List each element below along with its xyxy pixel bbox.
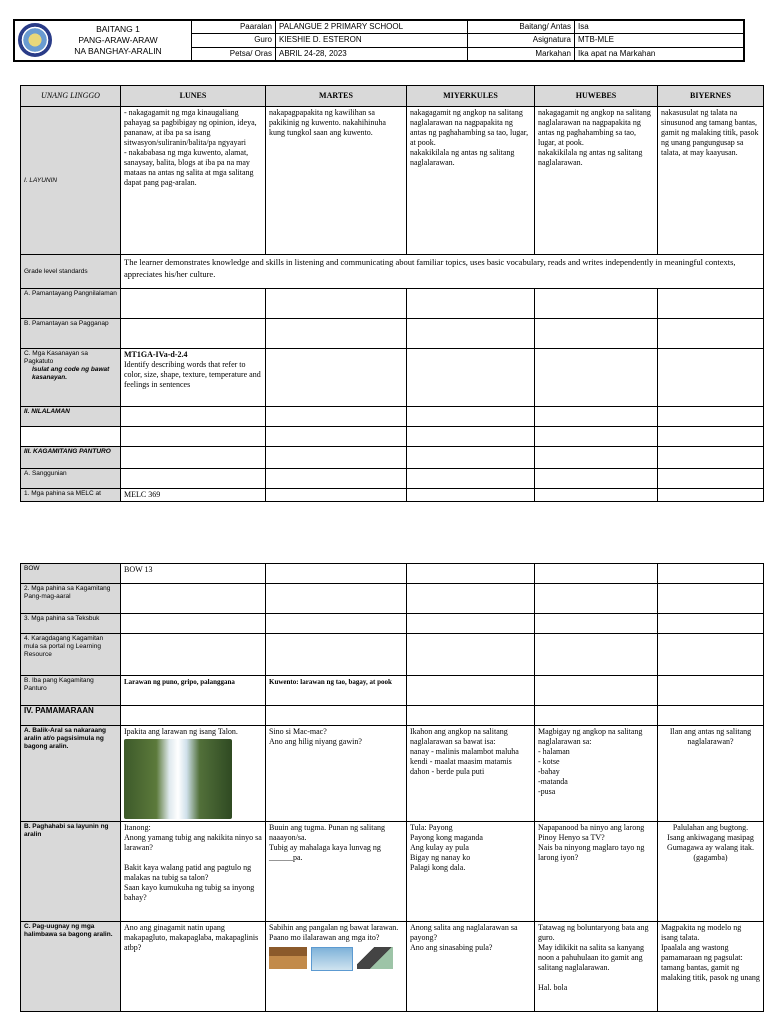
kasanayan-lunes: MT1GA-IVa-d-2.4 Identify describing words that refer to color, size, shape, texture, temperature and feelings in sentences bbox=[121, 349, 266, 407]
row-label-layunin: I. LAYUNIN bbox=[21, 107, 121, 255]
paghahabi-lunes: Itanong: Anong yamang tubig ang nakikita ninyo sa larawan? Bakit kaya walang patid ang pagtulo ng malakas na tubig sa talon? Saan kayo kumukuha ng tubig sa inyong bahay? bbox=[121, 822, 266, 922]
paghahabi-martes: Buuin ang tugma. Punan ng salitang naaayon/sa. Tubig ay mahalaga kaya lunvag ng ______pa. bbox=[266, 822, 407, 922]
header-table bbox=[14, 20, 744, 61]
label-asignatura: Asignatura bbox=[468, 34, 575, 47]
row-label-grade-standards: Grade level standards bbox=[21, 255, 121, 289]
melc-value: MELC 369 bbox=[121, 489, 266, 502]
iba-martes: Kuwento: larawan ng tao, bagay, at pook bbox=[266, 676, 407, 706]
value-paaralan: PALANGUE 2 PRIMARY SCHOOL bbox=[276, 21, 468, 34]
col-header-lunes: LUNES bbox=[121, 86, 266, 107]
waterfall-image bbox=[124, 739, 232, 819]
iba-lunes: Larawan ng puno, gripo, palanggana bbox=[121, 676, 266, 706]
value-petsa: ABRIL 24-28, 2023 bbox=[276, 47, 468, 60]
place-image bbox=[311, 947, 353, 971]
label-baitang: Baitang/ Antas bbox=[468, 21, 575, 34]
layunin-miyerkules: nakagagamit ng angkop na salitang naglalarawan na nagpapakita ng antas ng paghahambing sa tao, lugar, at pook. nakakikilala ng antas ng salitang naglalarawan. bbox=[407, 107, 535, 255]
row-label-iba-pang-kagamitan: B. Iba pang Kagamitang Panturo bbox=[21, 676, 121, 706]
row-label-karagdagang-kagamitan: 4. Karagdagang Kagamitan mula sa portal ng Learning Resource bbox=[21, 634, 121, 676]
row-label-pamamaraan: IV. PAMAMARAAN bbox=[21, 706, 121, 726]
header-box bbox=[13, 19, 745, 62]
label-paaralan: Paaralan bbox=[192, 21, 276, 34]
kasanayan-instruction: Isulat ang code ng bawat kasanayan. bbox=[32, 366, 110, 381]
row-label-melc: 1. Mga pahina sa MELC at bbox=[21, 489, 121, 502]
balik-miyerkules: Ikahon ang angkop na salitang naglalarawan sa bawat isa: nanay - malinis malambot maluha kendi - maalat maasim matamis dahon - berde pula puti bbox=[407, 726, 535, 822]
balik-lunes: Ipakita ang larawan ng isang Talon. bbox=[121, 726, 266, 822]
object-image bbox=[357, 947, 393, 969]
col-header-huwebes: HUWEBES bbox=[535, 86, 658, 107]
row-label-paghahabi: B. Paghahabi sa layunin ng aralin bbox=[21, 822, 121, 922]
row-label-kasanayan: C. Mga Kasanayan sa Pagkatuto Isulat ang code ng bawat kasanayan. bbox=[21, 349, 121, 407]
house-image bbox=[269, 947, 307, 969]
deped-seal-icon bbox=[18, 23, 52, 57]
bow-value: BOW 13 bbox=[121, 564, 266, 584]
pagugnay-lunes: Ano ang ginagamit natin upang makapagluto, makapaglaba, makapaglinis atbp? bbox=[121, 922, 266, 1012]
row-label-pamantayan-pagganap: B. Pamantayan sa Pagganap bbox=[21, 319, 121, 349]
value-asignatura: MTB-MLE bbox=[575, 34, 744, 47]
picture-strip bbox=[269, 947, 403, 971]
layunin-huwebes: nakagagamit ng angkop na salitang naglalarawan na nagpapakita ng antas ng paghahambing sa tao, lugar, at pook. nakakikilala ng antas ng salitang naglalarawan. bbox=[535, 107, 658, 255]
label-guro: Guro bbox=[192, 34, 276, 47]
pagugnay-martes: Sabihin ang pangalan ng bawat larawan. Paano mo ilalarawan ang mga ito? bbox=[266, 922, 407, 1012]
melc-code: MT1GA-IVa-d-2.4 bbox=[124, 350, 188, 359]
row-label-balik-aral: A. Balik-Aral sa nakaraang aralin at/o pagsisimula ng bagong aralin. bbox=[21, 726, 121, 822]
col-header-biyernes: BIYERNES bbox=[658, 86, 764, 107]
pagugnay-huwebes: Tatawag ng boluntaryong bata ang guro. May idikikit na salita sa kanyang noon a pahuhulaan ito gamit ang salitang naglalarawan. Hal. bola bbox=[535, 922, 658, 1012]
pagugnay-biyernes: Magpakita ng modelo ng isang talata. Ipaalala ang wastong pamamaraan ng pagsulat: tamang bantas, gamit ng malaking titik, pasok ng unang bbox=[658, 922, 764, 1012]
layunin-lunes: - nakagagamit ng mga kinaugaliang pahayag sa pagbibigay ng opinion, ideya, pananaw, at iba pa sa isang sitwasyon/suliranin/balita/pa ngyayari - nakababasa ng mga kuwento, alamat, sanaysay, balita, blogs at iba pa na may mataas na antas ng salita at mga salitang dapat pang pag-aralan. bbox=[121, 107, 266, 255]
paghahabi-miyerkules: Tula: Payong Payong kong maganda Ang kulay ay pula Bigay ng nanay ko Palagi kong dala. bbox=[407, 822, 535, 922]
lesson-plan-title: BAITANG 1 PANG-ARAW-ARAW NA BANGHAY-ARALIN bbox=[74, 24, 162, 56]
row-label-sanggunian: A. Sanggunian bbox=[21, 469, 121, 489]
balik-martes: Sino si Mac-mac? Ano ang hilig niyang gawin? bbox=[266, 726, 407, 822]
lesson-plan-table-1 bbox=[20, 85, 764, 502]
layunin-biyernes: nakasusulat ng talata na sinusunod ang tamang bantas, gamit ng malaking titik, pasok ng unang pangungusap sa talata, at may kaayusan. bbox=[658, 107, 764, 255]
col-header-unang-linggo: UNANG LINGGO bbox=[21, 86, 121, 107]
value-baitang: Isa bbox=[575, 21, 744, 34]
pagugnay-miyerkules: Anong salita ang naglalarawan sa payong? Ano ang sinasabing pula? bbox=[407, 922, 535, 1012]
value-markahan: Ika apat na Markahan bbox=[575, 47, 744, 60]
row-label-teksbuk: 3. Mga pahina sa Teksbuk bbox=[21, 614, 121, 634]
row-label-kagamitang-panturo: III. KAGAMITANG PANTURO bbox=[21, 447, 121, 469]
label-markahan: Markahan bbox=[468, 47, 575, 60]
value-guro: KIESHIE D. ESTERON bbox=[276, 34, 468, 47]
lesson-plan-table-2 bbox=[20, 563, 764, 1012]
row-label-pag-uugnay: C. Pag-uugnay ng mga halimbawa sa bagong aralin. bbox=[21, 922, 121, 1012]
col-header-martes: MARTES bbox=[266, 86, 407, 107]
paghahabi-biyernes: Palulahan ang bugtong. Isang ankiwagang masipag Gumagawa ay walang itak. (gagamba) bbox=[658, 822, 764, 922]
row-label-kagamitang-pang-mag-aaral: 2. Mga pahina sa Kagamitang Pang-mag-aaral bbox=[21, 584, 121, 614]
row-label-nilalaman: II. NILALAMAN bbox=[21, 407, 121, 427]
balik-huwebes: Magbigay ng angkop na salitang naglalarawan sa: - halaman - kotse -bahay -matanda -pusa bbox=[535, 726, 658, 822]
grade-standards-text: The learner demonstrates knowledge and skills in listening and communicating about familiar topics, uses basic vocabulary, reads and writes independently in meaningful contexts, appreciates his/her culture. bbox=[121, 255, 764, 289]
paghahabi-huwebes: Napapanood ba ninyo ang larong Pinoy Henyo sa TV? Nais ba ninyong maglaro tayo ng larong iyon? bbox=[535, 822, 658, 922]
label-petsa: Petsa/ Oras bbox=[192, 47, 276, 60]
balik-biyernes: Ilan ang antas ng salitang naglalarawan? bbox=[658, 726, 764, 822]
row-label-bow: BOW bbox=[21, 564, 121, 584]
row-label-pamantayang-pangnilalaman: A. Pamantayang Pangnilalaman bbox=[21, 289, 121, 319]
col-header-miyerkules: MIYERKULES bbox=[407, 86, 535, 107]
layunin-martes: nakapagpapakita ng kawilihan sa pakikinig ng kuwento. nakahihinuha kung tungkol saan ang kuwento. bbox=[266, 107, 407, 255]
